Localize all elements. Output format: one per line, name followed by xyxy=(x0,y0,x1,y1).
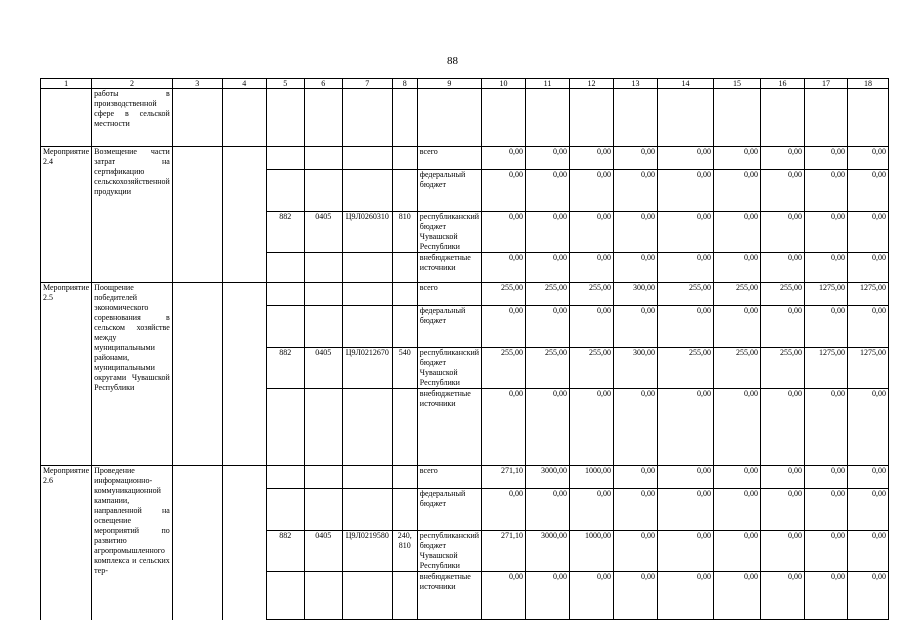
empty-cell xyxy=(714,89,761,147)
section-code xyxy=(304,253,342,283)
amount-cell: 0,00 xyxy=(658,489,714,531)
amount-cell: 0,00 xyxy=(658,572,714,620)
amount-cell: 0,00 xyxy=(714,253,761,283)
empty-cell xyxy=(526,89,570,147)
expense-type: 540 xyxy=(392,348,417,389)
amount-cell: 0,00 xyxy=(570,170,614,212)
empty-cell xyxy=(761,89,805,147)
grbs-code xyxy=(266,170,304,212)
expense-type xyxy=(392,253,417,283)
funding-source: внебюджетные источники xyxy=(417,253,481,283)
empty-cell xyxy=(658,89,714,147)
amount-cell: 0,00 xyxy=(658,170,714,212)
empty-cell xyxy=(172,283,222,466)
target-article xyxy=(342,466,392,489)
funding-source: федеральный бюджет xyxy=(417,170,481,212)
amount-cell: 255,00 xyxy=(714,283,761,306)
target-article xyxy=(342,306,392,348)
target-article xyxy=(342,389,392,466)
section-code xyxy=(304,466,342,489)
amount-cell: 0,00 xyxy=(805,466,848,489)
expense-type: 810 xyxy=(392,212,417,253)
amount-cell: 0,00 xyxy=(570,572,614,620)
amount-cell: 0,00 xyxy=(848,466,889,489)
table-row xyxy=(41,147,889,170)
amount-cell: 0,00 xyxy=(570,253,614,283)
expense-type xyxy=(392,283,417,306)
amount-cell: 0,00 xyxy=(526,489,570,531)
section-code xyxy=(304,489,342,531)
header-cell: 6 xyxy=(304,79,342,89)
header-cell: 14 xyxy=(658,79,714,89)
empty-cell xyxy=(172,147,222,283)
section-code xyxy=(304,283,342,306)
funding-source: федеральный бюджет xyxy=(417,306,481,348)
amount-cell: 3000,00 xyxy=(526,531,570,572)
amount-cell: 0,00 xyxy=(714,170,761,212)
measure-label: Мероприятие 2.5 xyxy=(41,283,92,466)
amount-cell: 255,00 xyxy=(526,348,570,389)
header-cell: 11 xyxy=(526,79,570,89)
amount-cell: 0,00 xyxy=(714,147,761,170)
amount-cell: 255,00 xyxy=(526,283,570,306)
amount-cell: 0,00 xyxy=(614,389,658,466)
amount-cell: 0,00 xyxy=(526,253,570,283)
empty-cell xyxy=(482,89,526,147)
amount-cell: 0,00 xyxy=(714,466,761,489)
section-code xyxy=(304,147,342,170)
amount-cell: 0,00 xyxy=(658,389,714,466)
amount-cell: 0,00 xyxy=(526,147,570,170)
amount-cell: 0,00 xyxy=(805,253,848,283)
amount-cell: 0,00 xyxy=(761,572,805,620)
header-cell: 5 xyxy=(266,79,304,89)
funding-source: всего xyxy=(417,147,481,170)
amount-cell: 0,00 xyxy=(761,466,805,489)
empty-cell xyxy=(614,89,658,147)
amount-cell: 0,00 xyxy=(658,147,714,170)
amount-cell: 0,00 xyxy=(658,253,714,283)
amount-cell: 255,00 xyxy=(714,348,761,389)
budget-table xyxy=(40,78,889,620)
expense-type xyxy=(392,489,417,531)
expense-type xyxy=(392,306,417,348)
empty-cell xyxy=(222,147,266,283)
measure-label: Мероприятие 2.6 xyxy=(41,466,92,620)
amount-cell: 0,00 xyxy=(570,306,614,348)
empty-cell xyxy=(417,89,481,147)
amount-cell: 1275,00 xyxy=(848,348,889,389)
amount-cell: 255,00 xyxy=(482,348,526,389)
table-row xyxy=(41,283,889,306)
target-article xyxy=(342,489,392,531)
amount-cell: 0,00 xyxy=(805,389,848,466)
measure-description: Поощрение победителей экономического соревнования в сельском хозяйстве между муниципальными районами, муниципальными округами Чувашской Республики xyxy=(92,283,173,466)
amount-cell: 0,00 xyxy=(805,147,848,170)
amount-cell: 0,00 xyxy=(761,147,805,170)
amount-cell: 0,00 xyxy=(805,489,848,531)
grbs-code xyxy=(266,572,304,620)
target-article xyxy=(342,572,392,620)
empty-cell xyxy=(805,89,848,147)
target-article: Ц9Л0260310 xyxy=(342,212,392,253)
page-number: 88 xyxy=(447,55,458,67)
target-article xyxy=(342,170,392,212)
section-code: 0405 xyxy=(304,348,342,389)
grbs-code xyxy=(266,489,304,531)
grbs-code xyxy=(266,283,304,306)
measure-description: Проведение информационно-коммуникационной кампании, направленной на освещение мероприятий по развитию агропромышленного комплекса и сельских тер- xyxy=(92,466,173,620)
header-cell: 4 xyxy=(222,79,266,89)
grbs-code xyxy=(266,389,304,466)
amount-cell: 0,00 xyxy=(658,306,714,348)
header-row xyxy=(41,79,889,89)
amount-cell: 255,00 xyxy=(570,283,614,306)
amount-cell: 0,00 xyxy=(658,531,714,572)
amount-cell: 0,00 xyxy=(761,531,805,572)
amount-cell: 0,00 xyxy=(714,306,761,348)
amount-cell: 0,00 xyxy=(482,147,526,170)
amount-cell: 0,00 xyxy=(614,253,658,283)
amount-cell: 0,00 xyxy=(482,306,526,348)
section-code xyxy=(304,572,342,620)
amount-cell: 0,00 xyxy=(570,489,614,531)
amount-cell: 0,00 xyxy=(805,306,848,348)
amount-cell: 0,00 xyxy=(526,170,570,212)
amount-cell: 255,00 xyxy=(570,348,614,389)
amount-cell: 271,10 xyxy=(482,466,526,489)
section-code xyxy=(304,306,342,348)
header-cell: 17 xyxy=(805,79,848,89)
expense-type xyxy=(392,466,417,489)
empty-cell xyxy=(222,283,266,466)
amount-cell: 0,00 xyxy=(848,170,889,212)
empty-cell xyxy=(222,89,266,147)
empty-cell xyxy=(570,89,614,147)
amount-cell: 0,00 xyxy=(614,147,658,170)
amount-cell: 0,00 xyxy=(658,466,714,489)
target-article xyxy=(342,253,392,283)
amount-cell: 0,00 xyxy=(714,572,761,620)
funding-source: всего xyxy=(417,466,481,489)
expense-type xyxy=(392,572,417,620)
amount-cell: 1275,00 xyxy=(848,283,889,306)
funding-source: внебюджетные источники xyxy=(417,389,481,466)
amount-cell: 0,00 xyxy=(761,170,805,212)
empty-cell xyxy=(41,89,92,147)
amount-cell: 0,00 xyxy=(761,306,805,348)
empty-cell xyxy=(172,466,222,620)
measure-description: Возмещение части затрат на сертификацию сельскохозяйственной продукции xyxy=(92,147,173,283)
header-cell: 2 xyxy=(92,79,173,89)
amount-cell: 300,00 xyxy=(614,348,658,389)
amount-cell: 0,00 xyxy=(614,212,658,253)
target-article: Ц9Л0212670 xyxy=(342,348,392,389)
amount-cell: 0,00 xyxy=(526,389,570,466)
amount-cell: 0,00 xyxy=(848,489,889,531)
grbs-code xyxy=(266,466,304,489)
amount-cell: 255,00 xyxy=(482,283,526,306)
amount-cell: 0,00 xyxy=(526,572,570,620)
header-cell: 16 xyxy=(761,79,805,89)
amount-cell: 0,00 xyxy=(482,170,526,212)
amount-cell: 0,00 xyxy=(714,389,761,466)
expense-type: 240, 810 xyxy=(392,531,417,572)
amount-cell: 0,00 xyxy=(482,212,526,253)
amount-cell: 255,00 xyxy=(761,283,805,306)
grbs-code xyxy=(266,147,304,170)
funding-source: всего xyxy=(417,283,481,306)
amount-cell: 0,00 xyxy=(482,572,526,620)
amount-cell: 0,00 xyxy=(848,306,889,348)
amount-cell: 300,00 xyxy=(614,283,658,306)
amount-cell: 255,00 xyxy=(658,283,714,306)
amount-cell: 0,00 xyxy=(614,466,658,489)
amount-cell: 271,10 xyxy=(482,531,526,572)
empty-cell xyxy=(266,89,304,147)
amount-cell: 0,00 xyxy=(614,170,658,212)
amount-cell: 0,00 xyxy=(570,147,614,170)
empty-cell xyxy=(392,89,417,147)
amount-cell: 0,00 xyxy=(714,489,761,531)
header-cell: 12 xyxy=(570,79,614,89)
amount-cell: 1000,00 xyxy=(570,466,614,489)
empty-cell xyxy=(848,89,889,147)
amount-cell: 1000,00 xyxy=(570,531,614,572)
amount-cell: 0,00 xyxy=(614,489,658,531)
amount-cell: 0,00 xyxy=(714,531,761,572)
amount-cell: 0,00 xyxy=(761,389,805,466)
amount-cell: 255,00 xyxy=(761,348,805,389)
amount-cell: 0,00 xyxy=(761,253,805,283)
amount-cell: 0,00 xyxy=(526,306,570,348)
target-article xyxy=(342,283,392,306)
amount-cell: 0,00 xyxy=(848,253,889,283)
funding-source: республиканский бюджет Чувашской Республики xyxy=(417,212,481,253)
table-row xyxy=(41,466,889,489)
amount-cell: 0,00 xyxy=(482,389,526,466)
grbs-code: 882 xyxy=(266,531,304,572)
funding-source: внебюджетные источники xyxy=(417,572,481,620)
header-cell: 9 xyxy=(417,79,481,89)
empty-cell xyxy=(172,89,222,147)
amount-cell: 0,00 xyxy=(761,489,805,531)
header-cell: 3 xyxy=(172,79,222,89)
amount-cell: 0,00 xyxy=(526,212,570,253)
section-code xyxy=(304,170,342,212)
section-code: 0405 xyxy=(304,531,342,572)
grbs-code xyxy=(266,253,304,283)
funding-source: республиканский бюджет Чувашской Республики xyxy=(417,348,481,389)
grbs-code: 882 xyxy=(266,212,304,253)
amount-cell: 0,00 xyxy=(614,306,658,348)
amount-cell: 0,00 xyxy=(761,212,805,253)
amount-cell: 0,00 xyxy=(570,212,614,253)
measure-label: Мероприятие 2.4 xyxy=(41,147,92,283)
amount-cell: 0,00 xyxy=(848,572,889,620)
amount-cell: 0,00 xyxy=(482,253,526,283)
target-article: Ц9Л0219580 xyxy=(342,531,392,572)
header-cell: 15 xyxy=(714,79,761,89)
amount-cell: 1275,00 xyxy=(805,283,848,306)
amount-cell: 0,00 xyxy=(805,212,848,253)
amount-cell: 0,00 xyxy=(614,531,658,572)
amount-cell: 0,00 xyxy=(482,489,526,531)
target-article xyxy=(342,147,392,170)
empty-cell xyxy=(342,89,392,147)
amount-cell: 0,00 xyxy=(658,212,714,253)
amount-cell: 0,00 xyxy=(805,170,848,212)
amount-cell: 0,00 xyxy=(570,389,614,466)
amount-cell: 255,00 xyxy=(658,348,714,389)
table-body xyxy=(41,79,889,620)
expense-type xyxy=(392,147,417,170)
amount-cell: 3000,00 xyxy=(526,466,570,489)
section-code xyxy=(304,389,342,466)
amount-cell: 0,00 xyxy=(848,531,889,572)
header-cell: 7 xyxy=(342,79,392,89)
continuation-row xyxy=(41,89,889,147)
header-cell: 8 xyxy=(392,79,417,89)
continued-description: работы в производственной сфере в сельской местности xyxy=(92,89,173,147)
amount-cell: 0,00 xyxy=(614,572,658,620)
grbs-code: 882 xyxy=(266,348,304,389)
amount-cell: 0,00 xyxy=(848,147,889,170)
amount-cell: 0,00 xyxy=(714,212,761,253)
amount-cell: 0,00 xyxy=(848,212,889,253)
header-cell: 1 xyxy=(41,79,92,89)
expense-type xyxy=(392,389,417,466)
section-code: 0405 xyxy=(304,212,342,253)
empty-cell xyxy=(304,89,342,147)
empty-cell xyxy=(222,466,266,620)
amount-cell: 0,00 xyxy=(805,572,848,620)
funding-source: республиканский бюджет Чувашской Республики xyxy=(417,531,481,572)
amount-cell: 0,00 xyxy=(805,531,848,572)
grbs-code xyxy=(266,306,304,348)
header-cell: 10 xyxy=(482,79,526,89)
header-cell: 18 xyxy=(848,79,889,89)
amount-cell: 0,00 xyxy=(848,389,889,466)
header-cell: 13 xyxy=(614,79,658,89)
expense-type xyxy=(392,170,417,212)
funding-source: федеральный бюджет xyxy=(417,489,481,531)
amount-cell: 1275,00 xyxy=(805,348,848,389)
